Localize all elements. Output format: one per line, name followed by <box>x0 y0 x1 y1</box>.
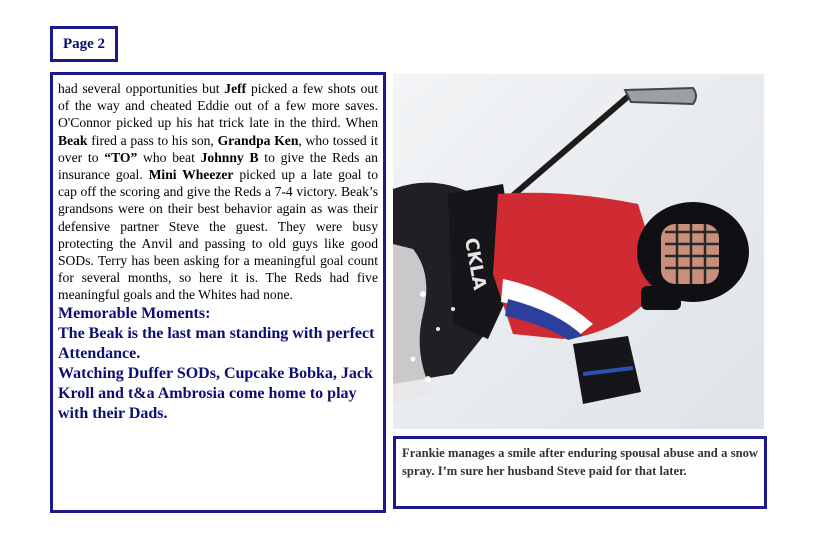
article-text-segment: to give the Reds an insurance goal. <box>58 149 378 183</box>
memorable-moments-heading: Memorable Moments: <box>58 304 211 322</box>
article-bold-name: Beak <box>58 132 88 148</box>
article-box <box>50 72 386 513</box>
photo-illustration <box>393 74 764 429</box>
article-bold-name: Jeff <box>224 81 247 96</box>
page-label <box>50 26 118 62</box>
memorable-item: Watching Duffer SODs, Cupcake Bobka, Jack Kroll and t&a Ambrosia come home to play with their Dads. <box>58 364 373 422</box>
article-body <box>58 80 378 304</box>
article-bold-name: Mini Wheezer <box>148 167 234 183</box>
article-bold-name: Grandpa Ken <box>217 132 299 148</box>
article-text-segment: fired a pass to his son, <box>87 132 218 148</box>
jersey-text: CKLA <box>460 236 490 292</box>
article-text-segment: who beat <box>137 149 201 165</box>
page-label-text: Page 2 <box>62 35 106 52</box>
photo-caption <box>393 436 767 509</box>
memorable-item: The Beak is the last man standing with perfect Attendance. <box>58 324 375 362</box>
photo-caption-text: Frankie manages a smile after enduring spousal abuse and a snow spray. I’m sure her husband Steve paid for that later. <box>402 446 758 478</box>
hockey-photo <box>393 74 764 429</box>
article-text-segment: picked up a late goal to cap off the scoring and give the Reds a 7-4 victory. Beak’s grandsons were on their best behavior again as was their defensive partner Steve the guest. They were busy protecting the Anvil and passing to old guys like good SODs. Terry has been asking for a meaningful goal count for several months, so here it is. The Reds had five meaningful goals and the Whites had none. <box>58 167 379 303</box>
article-text-segment: picked a few shots out of the way and cheated Eddie out of a few more saves. O'Connor picked up his hat trick late in the third. When <box>58 81 378 131</box>
article-text-segment: , who tossed it over to <box>58 132 378 165</box>
article-bold-name: Johnny B <box>200 149 259 165</box>
article-text-segment: had several opportunities but <box>58 81 225 96</box>
article-bold-name: “TO” <box>104 149 138 165</box>
